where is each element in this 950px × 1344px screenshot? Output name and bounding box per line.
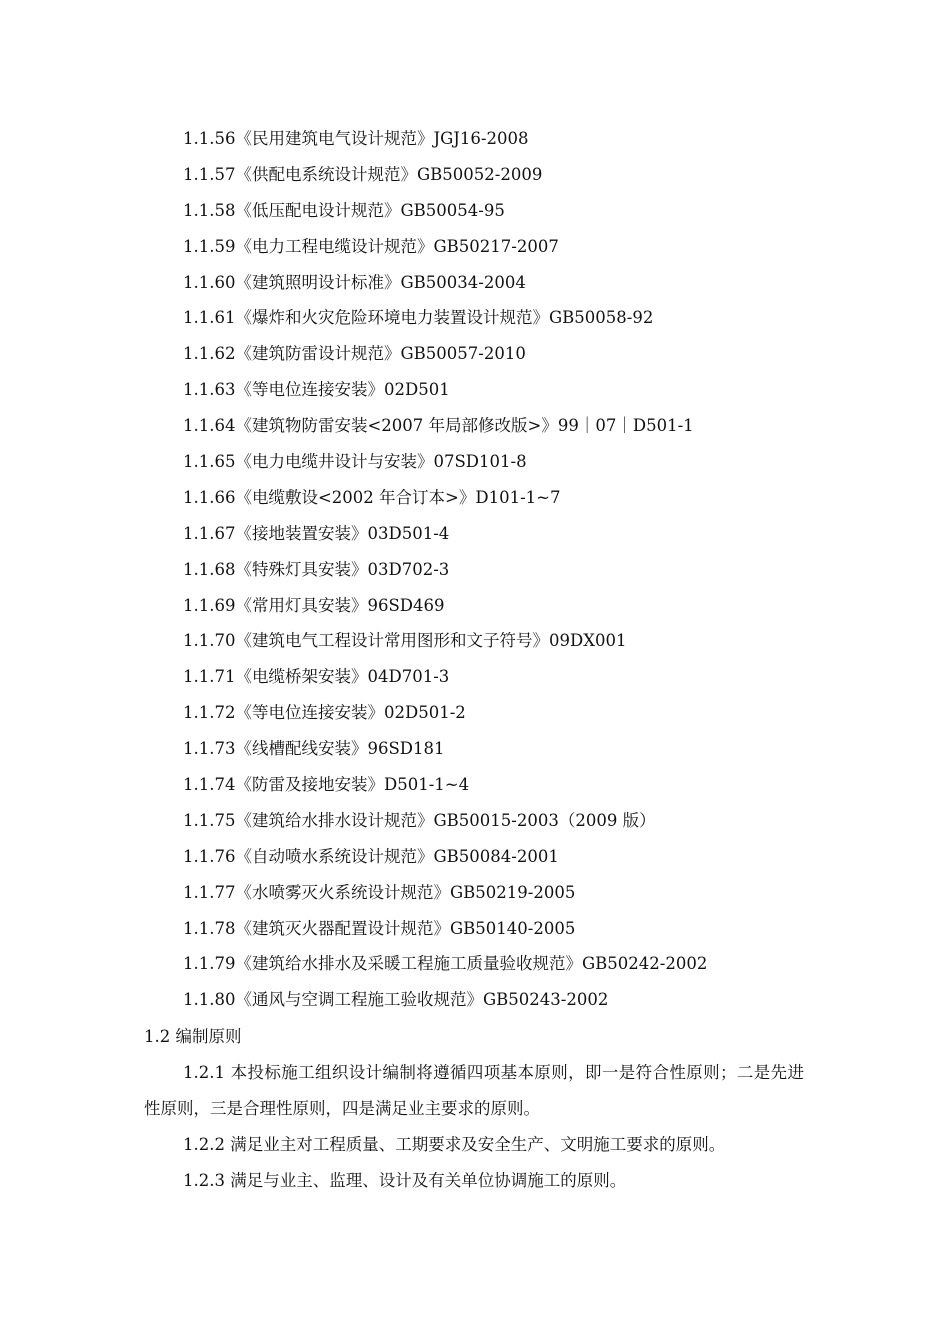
reference-item: 1.1.65《电力电缆井设计与安装》07SD101-8: [183, 452, 527, 472]
reference-item: 1.1.73《线槽配线安装》96SD181: [183, 739, 445, 759]
reference-item: 1.1.77《水喷雾灭火系统设计规范》GB50219-2005: [183, 882, 576, 902]
reference-item: 1.1.61《爆炸和火灾危险环境电力装置设计规范》GB50058-92: [183, 308, 654, 328]
reference-item: 1.1.71《电缆桥架安装》04D701-3: [183, 667, 450, 687]
reference-item: 1.1.72《等电位连接安装》02D501-2: [183, 703, 466, 723]
reference-item: 1.1.62《建筑防雷设计规范》GB50057-2010: [183, 344, 526, 364]
reference-item: 1.1.78《建筑灭火器配置设计规范》GB50140-2005: [183, 918, 576, 938]
reference-item: 1.1.56《民用建筑电气设计规范》JGJ16-2008: [183, 129, 529, 148]
reference-item: 1.1.60《建筑照明设计标准》GB50034-2004: [183, 272, 526, 292]
reference-item: 1.1.66《电缆敷设<2002 年合订本>》D101-1~7: [183, 487, 561, 507]
reference-item: 1.1.67《接地装置安装》03D501-4: [183, 523, 450, 543]
reference-item: 1.1.64《建筑物防雷安装<2007 年局部修改版>》99｜07｜D501-1: [183, 416, 694, 436]
principle-paragraph: 1.2.2 满足业主对工程质量、工期要求及安全生产、文明施工要求的原则。: [183, 1135, 726, 1154]
section-heading: 1.2 编制原则: [144, 1027, 242, 1046]
reference-list: [183, 121, 707, 1018]
reference-item: 1.1.80《通风与空调工程施工验收规范》GB50243-2002: [183, 990, 609, 1010]
reference-item: 1.1.57《供配电系统设计规范》GB50052-2009: [183, 164, 543, 184]
reference-item: 1.1.63《等电位连接安装》02D501: [183, 380, 450, 400]
reference-item: 1.1.74《防雷及接地安装》D501-1~4: [183, 775, 470, 795]
principle-paragraph: 1.2.1 本投标施工组织设计编制将遵循四项基本原则，即一是符合性原则；二是先进性原则，三是合理性原则，四是满足业主要求的原则。: [144, 1063, 804, 1118]
reference-item: 1.1.59《电力工程电缆设计规范》GB50217-2007: [183, 236, 559, 256]
reference-item: 1.1.75《建筑给水排水设计规范》GB50015-2003（2009 版）: [183, 810, 656, 830]
reference-item: 1.1.76《自动喷水系统设计规范》GB50084-2001: [183, 846, 559, 866]
reference-item: 1.1.69《常用灯具安装》96SD469: [183, 595, 445, 615]
reference-item: 1.1.79《建筑给水排水及采暖工程施工质量验收规范》GB50242-2002: [183, 954, 708, 974]
reference-item: 1.1.68《特殊灯具安装》03D702-3: [183, 559, 450, 579]
reference-item: 1.1.58《低压配电设计规范》GB50054-95: [183, 200, 505, 220]
reference-item: 1.1.70《建筑电气工程设计常用图形和文子符号》09DX001: [183, 631, 627, 651]
principle-paragraph: 1.2.3 满足与业主、监理、设计及有关单位协调施工的原则。: [183, 1171, 627, 1190]
